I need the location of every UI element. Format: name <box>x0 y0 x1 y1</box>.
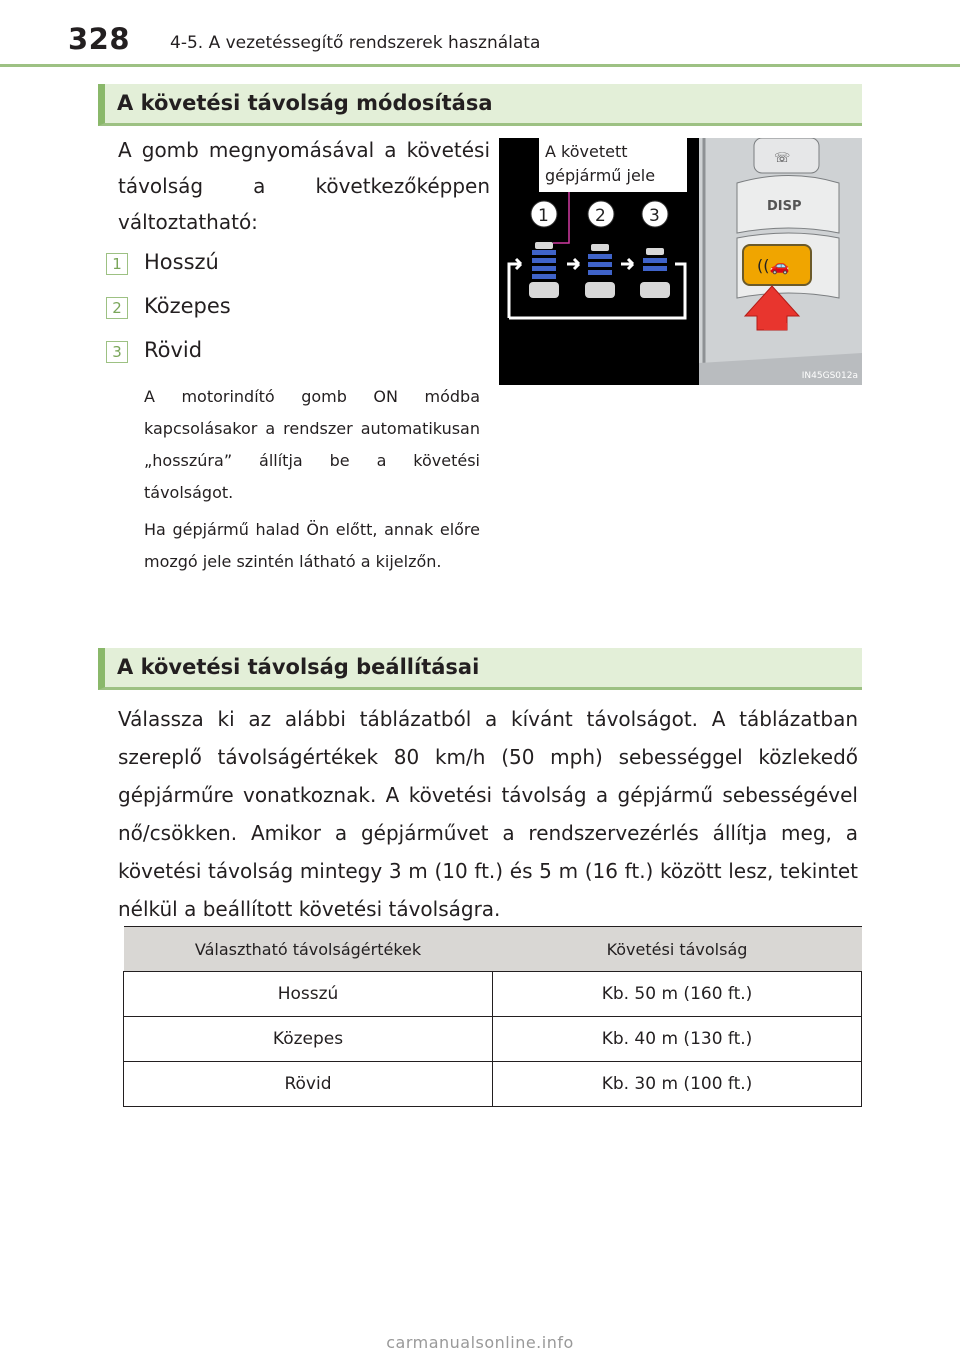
table-cell: Közepes <box>124 1017 493 1062</box>
table-header-cell: Követési távolság <box>493 927 862 972</box>
figure-callout: A követett gépjármű jele <box>539 138 687 192</box>
list-item-label: Hosszú <box>144 250 219 274</box>
settings-paragraph: Válassza ki az alábbi táblázatból a kívánt távolságot. A táblázatban szereplő távolságértékek 80 km/h (50 mph) sebességgel közlekedő gépjárműre vonatkoznak. A követési távolság a gépjármű sebességével nő/csökken. Amikor a gépjárművet a rendszervezérlés állítja meg, a követési távolság mintegy 3 m (10 ft.) és 5 m (16 ft.) között lesz, tekintet nélkül a beállított követési távolságra. <box>118 707 858 921</box>
disp-button-label: DISP <box>767 199 802 214</box>
chapter-title: 4-5. A vezetéssegítő rendszerek használata <box>170 33 541 53</box>
distance-button-figure <box>499 138 862 385</box>
page-header <box>68 22 948 62</box>
section-title-1 <box>98 84 862 126</box>
table-row <box>124 1062 862 1107</box>
list-item-label: Rövid <box>144 338 203 362</box>
table-cell: Kb. 40 m (130 ft.) <box>493 1017 862 1062</box>
figure-number-3: 3 <box>649 206 660 226</box>
table-cell: Kb. 30 m (100 ft.) <box>493 1062 862 1107</box>
table-row <box>124 972 862 1017</box>
note-paragraph-1: A motorindító gomb ON módba kapcsolásakor a rendszer automatikusan „hosszúra” állítja be a követési távolságot. <box>144 387 480 502</box>
list-number: 1 <box>106 253 128 275</box>
list-item-label: Közepes <box>144 294 231 318</box>
svg-text:☏: ☏ <box>774 151 791 166</box>
list-number: 3 <box>106 341 128 363</box>
note-paragraph-2: Ha gépjármű halad Ön előtt, annak előre mozgó jele szintén látható a kijelzőn. <box>144 520 480 571</box>
figure-number-1: 1 <box>538 206 549 226</box>
distance-table <box>123 926 862 1107</box>
header-divider <box>0 64 960 67</box>
table-header-cell: Választható távolságértékek <box>124 927 493 972</box>
page-number: 328 <box>68 22 131 56</box>
table-row <box>124 1017 862 1062</box>
section-title-2-text: A követési távolság beállításai <box>117 655 480 679</box>
intro-text: A gomb megnyomásával a követési távolság a következőképpen változtatható: <box>118 138 490 234</box>
table-cell: Hosszú <box>124 972 493 1017</box>
table-cell: Kb. 50 m (160 ft.) <box>493 972 862 1017</box>
section-title-2 <box>98 648 862 690</box>
section-title-1-text: A követési távolság módosítása <box>117 91 493 115</box>
svg-text:((🚗: ((🚗 <box>757 256 790 275</box>
figure-number-2: 2 <box>595 206 606 226</box>
list-number: 2 <box>106 297 128 319</box>
figure-code: IN45GS012a <box>801 371 858 381</box>
table-cell: Rövid <box>124 1062 493 1107</box>
watermark: carmanualsonline.info <box>386 1333 574 1352</box>
table-header-row <box>124 927 862 972</box>
